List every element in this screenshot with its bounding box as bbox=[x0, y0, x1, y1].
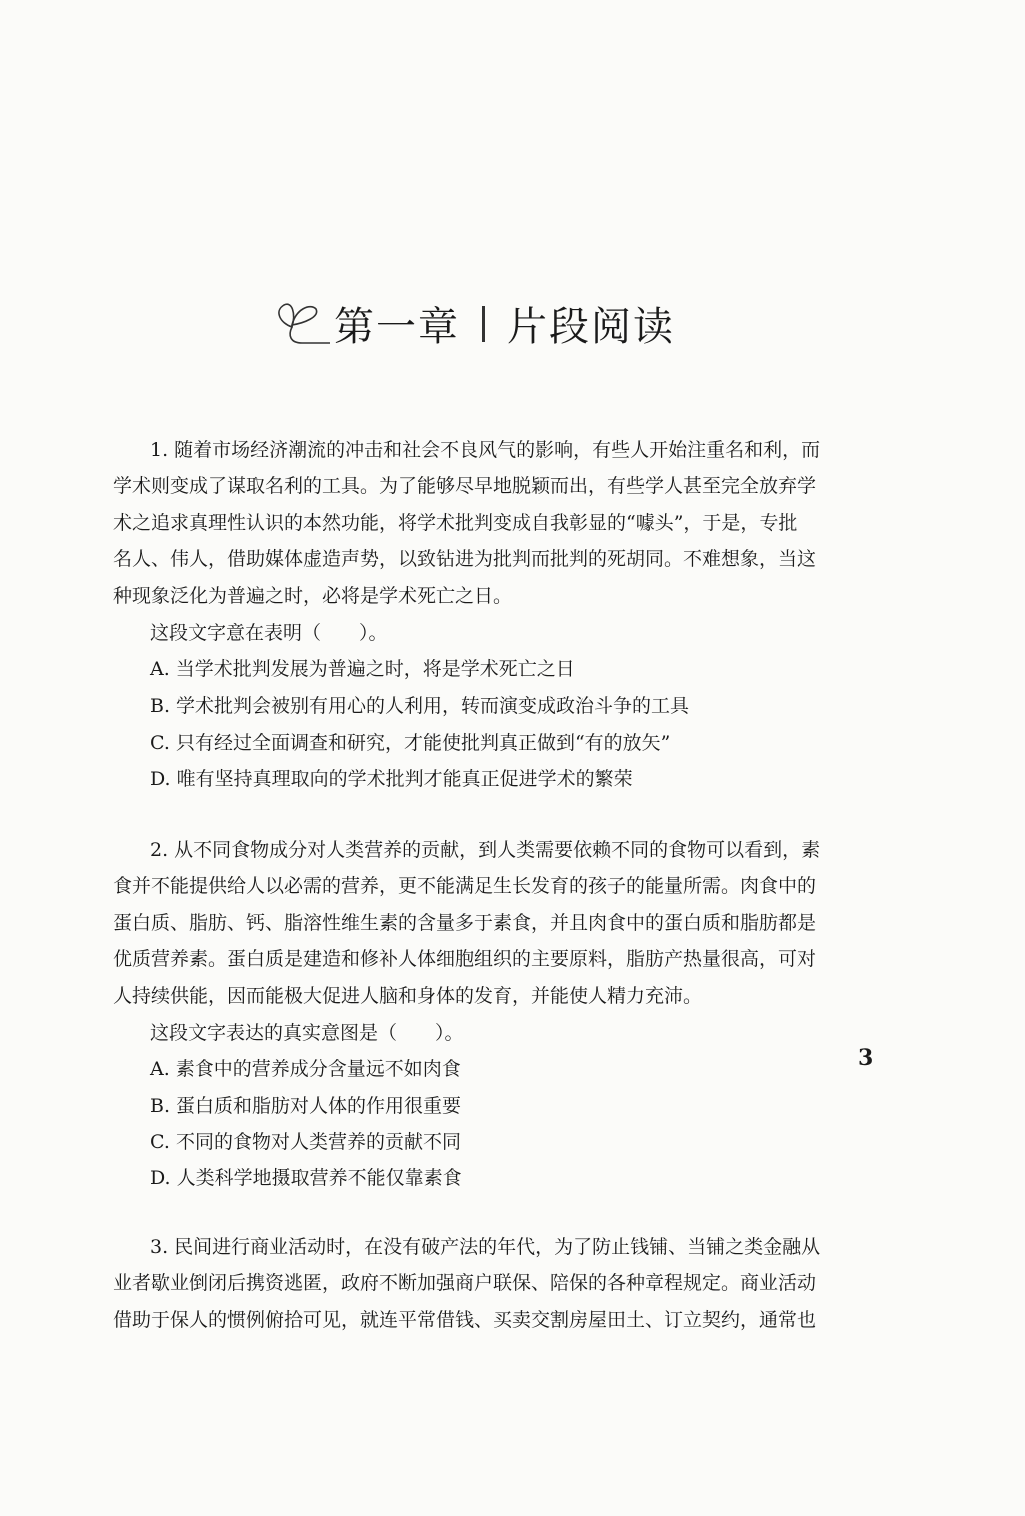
answer-option: C. 不同的食物对人类营养的贡献不同 bbox=[150, 1131, 461, 1153]
sprout-icon bbox=[270, 299, 330, 349]
answer-option: D. 人类科学地摄取营养不能仅靠素食 bbox=[150, 1167, 462, 1189]
paragraph-line: 业者歇业倒闭后携资逃匿，政府不断加强商户联保、陪保的各种章程规定。商业活动 bbox=[113, 1272, 817, 1294]
answer-option: D. 唯有坚持真理取向的学术批判才能真正促进学术的繁荣 bbox=[150, 768, 633, 790]
page-number: 3 bbox=[858, 1045, 874, 1071]
paragraph-line: 2. 从不同食物成分对人类营养的贡献，到人类需要依赖不同的食物可以看到，素 bbox=[150, 839, 821, 861]
answer-option: A. 当学术批判发展为普遍之时，将是学术死亡之日 bbox=[150, 658, 575, 680]
paragraph-line: 借助于保人的惯例俯拾可见，就连平常借钱、买卖交割房屋田土、订立契约，通常也 bbox=[113, 1309, 817, 1331]
paragraph-line: 人持续供能，因而能极大促进人脑和身体的发育，并能使人精力充沛。 bbox=[113, 985, 703, 1007]
paragraph-line: 1. 随着市场经济潮流的冲击和社会不良风气的影响，有些人开始注重名和利，而 bbox=[150, 439, 821, 461]
answer-option: B. 学术批判会被别有用心的人利用，转而演变成政治斗争的工具 bbox=[150, 695, 690, 717]
answer-option: A. 素食中的营养成分含量远不如肉食 bbox=[150, 1058, 461, 1080]
paragraph-line: 蛋白质、脂肪、钙、脂溶性维生素的含量多于素食，并且肉食中的蛋白质和脂肪都是 bbox=[113, 912, 817, 934]
paragraph-line: 食并不能提供给人以必需的营养，更不能满足生长发育的孩子的能量所需。肉食中的 bbox=[113, 875, 817, 897]
chapter-number: 第一章 bbox=[334, 304, 460, 350]
chapter-title: 片段阅读 bbox=[507, 304, 675, 350]
chapter-heading bbox=[270, 295, 675, 352]
paragraph-line: 3. 民间进行商业活动时，在没有破产法的年代，为了防止钱铺、当铺之类金融从 bbox=[150, 1236, 821, 1258]
question-prompt: 这段文字意在表明（ ）。 bbox=[150, 622, 388, 644]
answer-option: C. 只有经过全面调查和研究，才能使批判真正做到“有的放矢” bbox=[150, 732, 671, 754]
title-divider bbox=[482, 306, 485, 342]
answer-option: B. 蛋白质和脂肪对人体的作用很重要 bbox=[150, 1095, 462, 1117]
paragraph-line: 名人、伟人，借助媒体虚造声势，以致钻进为批判而批判的死胡同。不难想象，当这 bbox=[113, 548, 817, 570]
paragraph-line: 学术则变成了谋取名利的工具。为了能够尽早地脱颖而出，有些学人甚至完全放弃学 bbox=[113, 475, 817, 497]
question-prompt: 这段文字表达的真实意图是（ ）。 bbox=[150, 1022, 464, 1044]
paragraph-line: 术之追求真理性认识的本然功能，将学术批判变成自我彰显的“噱头”，于是，专批 bbox=[113, 512, 798, 534]
paragraph-line: 优质营养素。蛋白质是建造和修补人体细胞组织的主要原料，脂肪产热量很高，可对 bbox=[113, 948, 817, 970]
paragraph-line: 种现象泛化为普遍之时，必将是学术死亡之日。 bbox=[113, 585, 513, 607]
